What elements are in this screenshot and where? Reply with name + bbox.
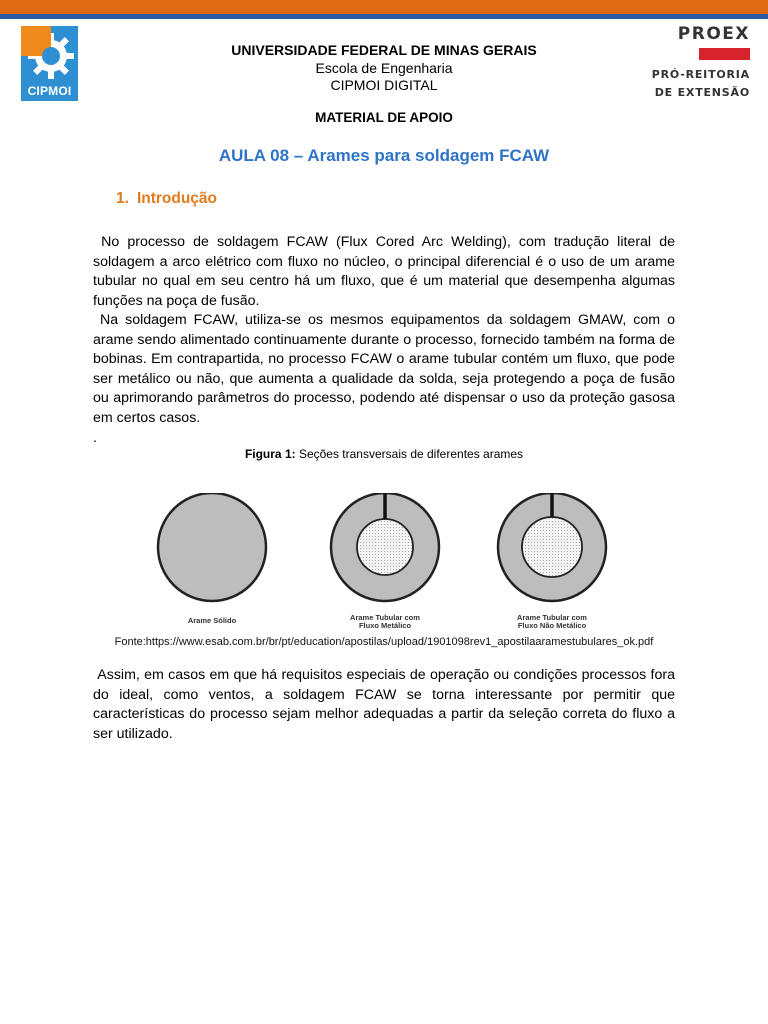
university-name: UNIVERSIDADE FEDERAL DE MINAS GERAIS — [231, 42, 537, 58]
tubular-nonmetal-flux-section — [498, 493, 606, 601]
cipmoi-logo — [21, 26, 78, 101]
proex-logo-title: PROEX — [677, 24, 750, 44]
material-label: MATERIAL DE APOIO — [315, 110, 453, 125]
figure-caption — [100, 446, 668, 462]
section-number: 1. — [116, 190, 129, 207]
lesson-title: AULA 08 – Arames para soldagem FCAW — [218, 146, 550, 165]
tubular-metal-flux-section — [331, 493, 439, 601]
solid-wire-section — [158, 493, 266, 601]
unit-name: CIPMOI DIGITAL — [330, 77, 438, 93]
figure-label-metal-flux-line2: Fluxo Metálico — [358, 621, 412, 630]
figure-source: Fonte:https://www.esab.com.br/br/pt/education/apostilas/upload/1901098rev1_apostilaaramestubulares_ok.pdf — [114, 636, 654, 648]
paragraph-intro-1: No processo de soldagem FCAW (Flux Cored Arc Welding), com tradução literal de soldagem a arco elétrico com fluxo no núcleo, o principal diferencial é o uso de um arame tubular no qual em seu centro há um fluxo, que é um material que desempenha algumas funções na poça de fusão. — [93, 234, 675, 309]
figure-caption-text: Seções transversais de diferentes arames — [295, 447, 524, 461]
section-heading — [116, 190, 217, 208]
top-blue-stripe — [0, 14, 768, 19]
figure-label-metal-flux — [325, 614, 445, 630]
figure-label-solid — [152, 617, 272, 625]
top-orange-stripe — [0, 0, 768, 14]
paragraph-conclusion: Assim, em casos em que há requisitos especiais de operação ou condições processos fora do ideal, como ventos, a soldagem FCAW se torna interessante por permitir que características do processo sejam melhor adequadas a partir da seleção correta do fluxo a ser utilizado. — [93, 667, 675, 742]
proex-logo-line2: DE EXTENSÃO — [654, 86, 750, 99]
figure-label-nonmetal-flux — [492, 614, 612, 630]
section-title-text: Introdução — [136, 190, 218, 207]
proex-logo-bar — [699, 48, 750, 60]
cipmoi-logo-label: CIPMOI — [27, 84, 72, 98]
figure-label-metal-flux-line1: Arame Tubular com — [350, 613, 420, 622]
paragraph-intro-2: Na soldagem FCAW, utiliza-se os mesmos equipamentos da soldagem GMAW, com o arame sendo alimentado continuamente durante o processo, fornecido também na forma de bobinas. Em contrapartida, no processo FCAW o arame tubular contém um fluxo, que pode ser metálico ou não, que aumenta a qualidade da solda, seja protegendo a poça de fusão ou aprimorando parâmetros do processo, podendo até dispensar o uso da proteção gasosa em certos casos. — [93, 312, 675, 426]
school-name: Escola de Engenharia — [315, 60, 453, 76]
proex-logo — [650, 24, 750, 104]
stray-dot: . — [93, 429, 97, 445]
proex-logo-line1: PRÓ-REITORIA — [651, 68, 750, 81]
wire-cross-sections-figure — [140, 493, 630, 638]
figure-label-nonmetal-flux-line2: Fluxo Não Metálico — [517, 621, 587, 630]
figure-label-nonmetal-flux-line1: Arame Tubular com — [517, 613, 587, 622]
figure-caption-label: Figura 1: — [244, 447, 296, 461]
figure-label-solid-line1: Arame Sólido — [187, 616, 237, 625]
